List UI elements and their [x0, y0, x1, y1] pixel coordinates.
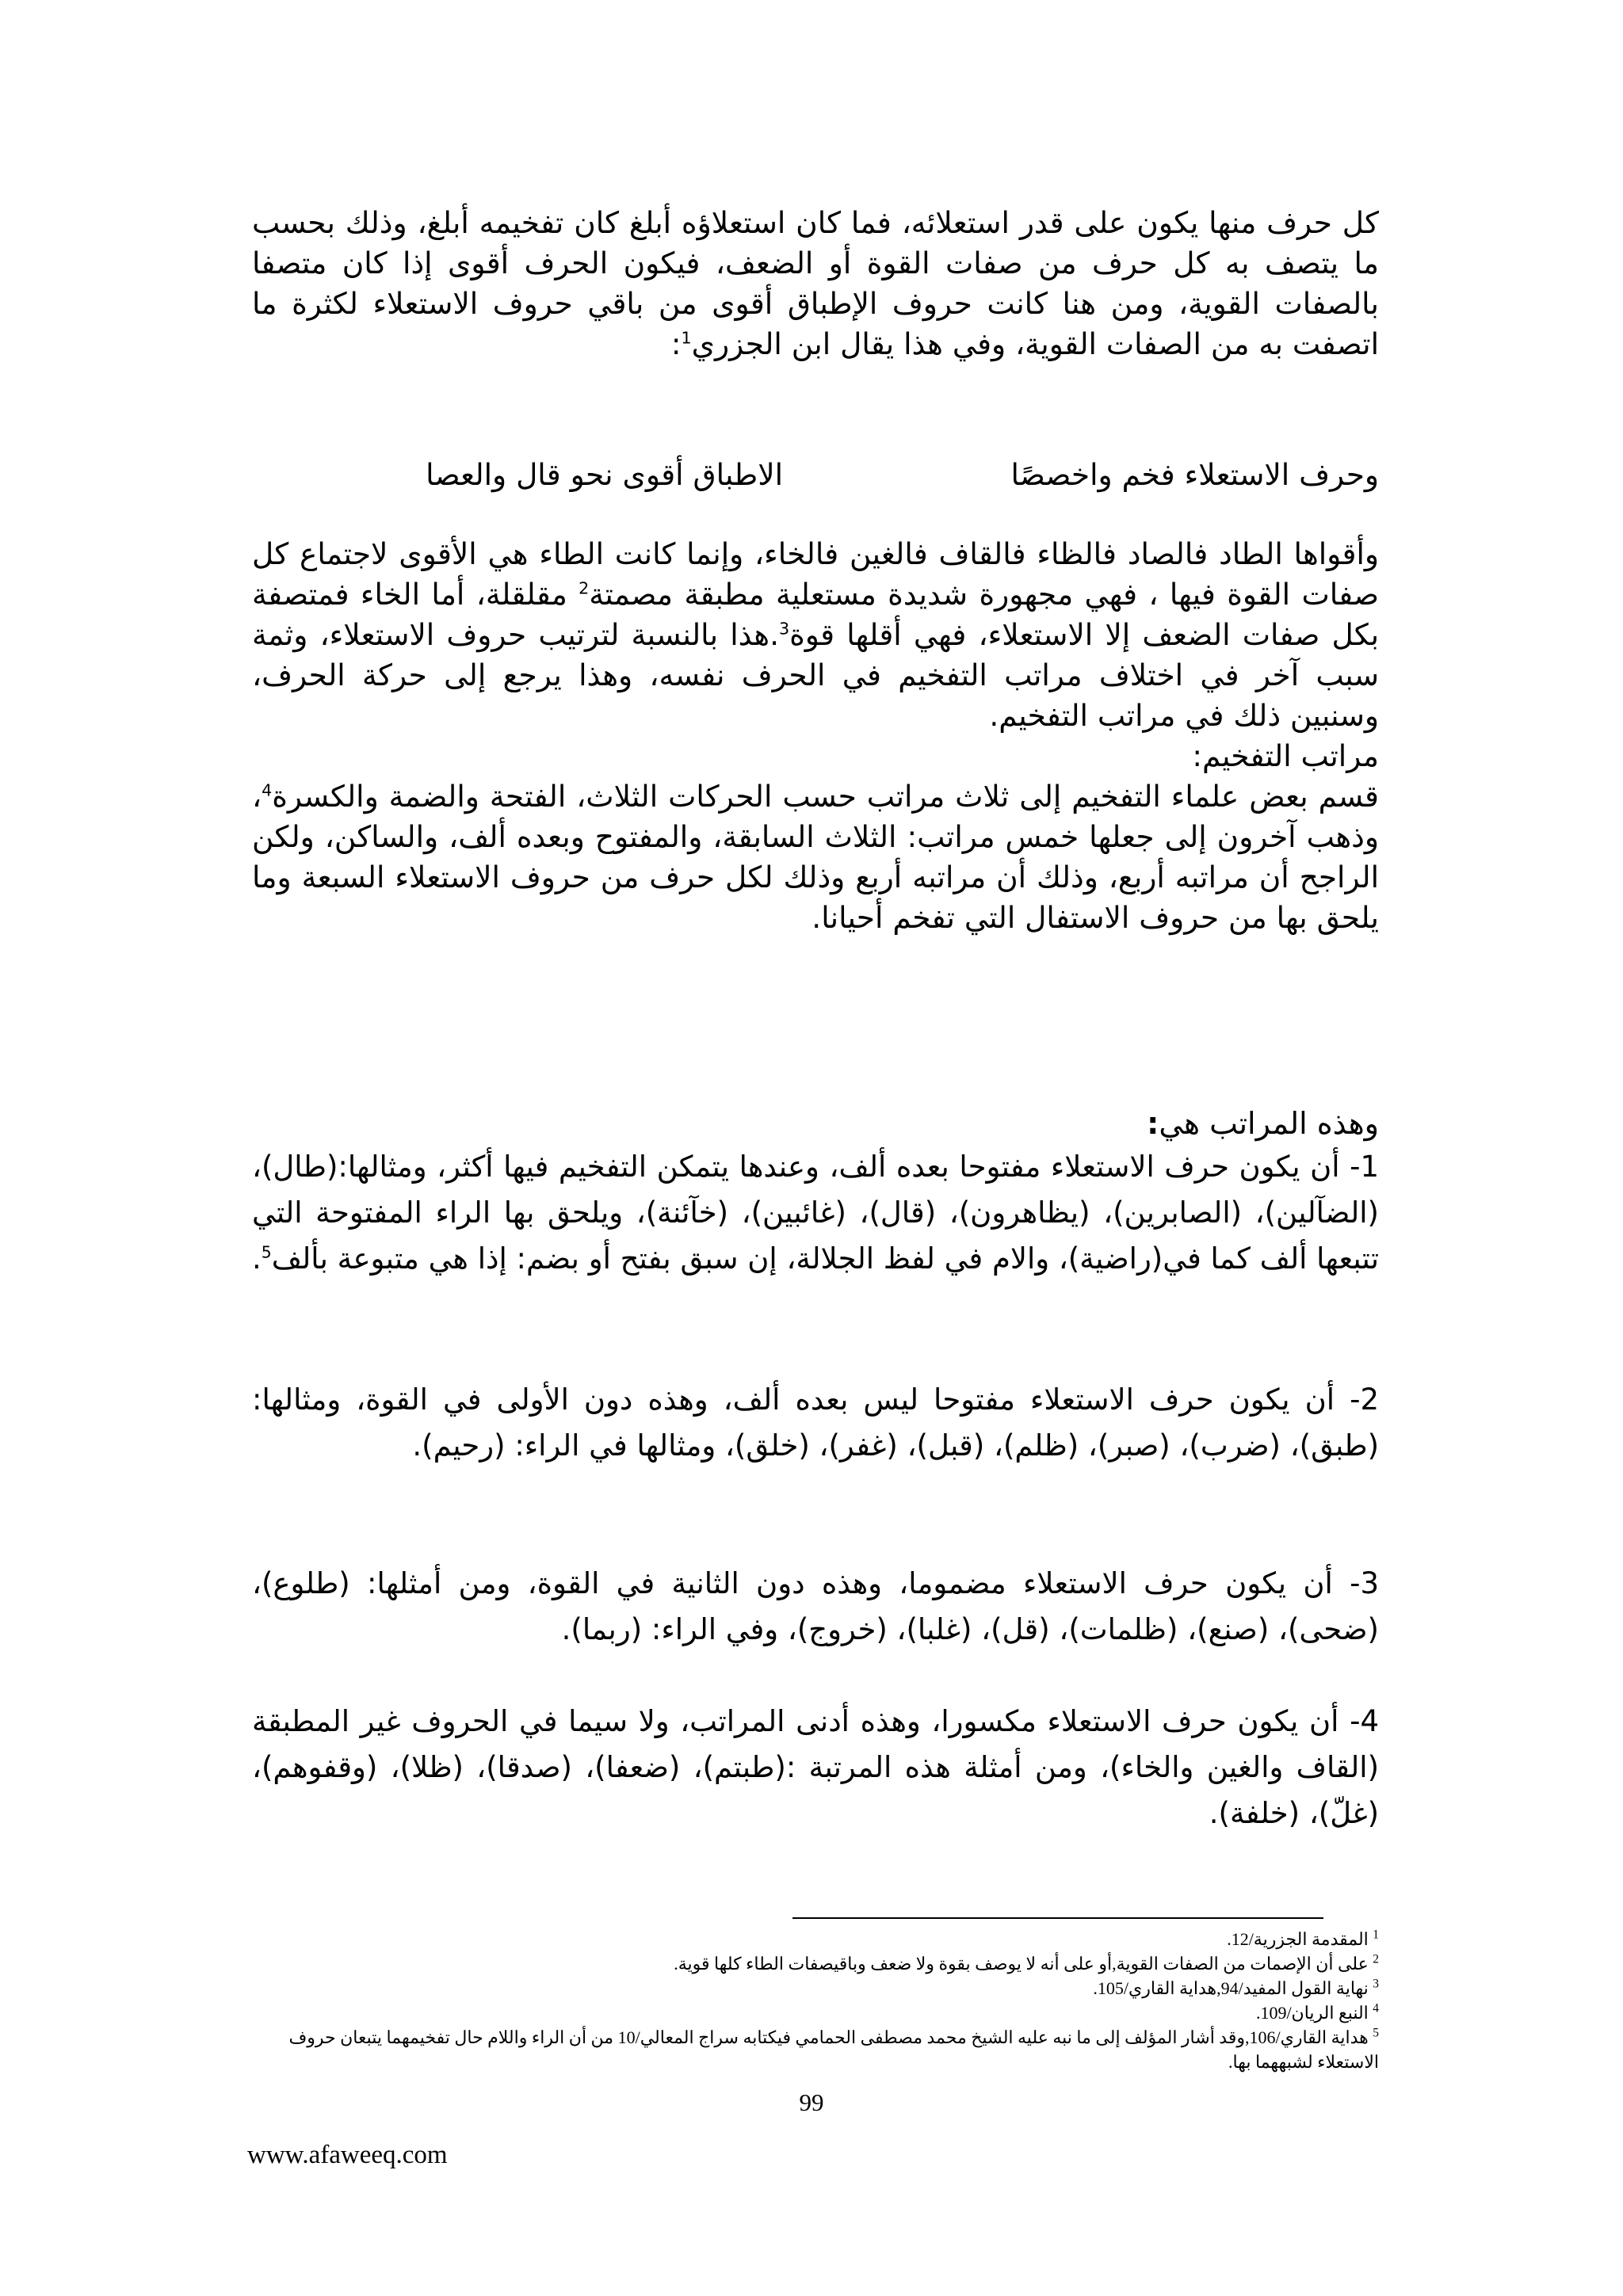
rank-item-3: [252, 1561, 1379, 1653]
footnote-3-number: 3: [1373, 1977, 1379, 1991]
paragraph-1-text: كل حرف منها يكون على قدر استعلائه، فما كان استعلاؤه أبلغ كان تفخيمه أبلغ، وذلك بحسب ما يتصف به كل حرف من صفات القوة أو الضعف، فيكون الحرف أقوى إذا كان متصفا بالصفات القوية، ومن هنا كانت حروف الإطباق أقوى من باقي حروف الاستعلاء لكثرة ما اتصفت به من الصفات القوية، وفي هذا يقال ابن الجزري: [252, 205, 1379, 361]
ranks-heading-colon: :: [1147, 1106, 1159, 1141]
footnote-1: [285, 1927, 1379, 1951]
paragraph-1-tail: :: [670, 326, 682, 361]
verse-second-hemistich: الاطباق أقوى نحو قال والعصا: [426, 457, 783, 492]
rank-item-2-text: 2- أن يكون حرف الاستعلاء مفتوحا ليس بعده ألف، وهذه دون الأولى في القوة، ومثالها: (طبق)، (ضرب)، (صبر)، (ظلم)، (قبل)، (غفر)، (خلق)، ومثالها في الراء: (رحيم).: [252, 1383, 1379, 1463]
footnote-4: [285, 2000, 1379, 2025]
paragraph-3-part-b: ، وذهب آخرون إلى جعلها خمس مراتب: الثلاث السابقة، والمفتوح وبعده ألف، والساكن، ولكن الراجح أن مراتبه أربع، وذلك أن مراتبه أربع وذلك لكل حرف من حروف الاستعلاء السبعة وما يلحق بها من حروف الاستفال التي تفخم أحيانا.: [252, 779, 1379, 935]
paragraph-3: [252, 776, 1379, 938]
footnote-ref-5[interactable]: 5: [261, 1242, 272, 1262]
section-label: مراتب التفخيم:: [1192, 738, 1379, 773]
footnote-3-text: نهاية القول المفيد/94,هداية القاري/105.: [1093, 1978, 1373, 1998]
footnote-1-text: المقدمة الجزرية/12.: [1227, 1929, 1373, 1949]
footnote-4-number: 4: [1373, 2001, 1379, 2016]
rank-item-1-tail: .: [252, 1241, 262, 1276]
rank-item-1-text: 1- أن يكون حرف الاستعلاء مفتوحا بعده ألف، وعندها يتمكن التفخيم فيها أكثر، ومثالها:(طال)، (الضآلين)، (الصابرين)، (يظاهرون)، (قال)، (غائبين)، (خآئنة)، ويلحق بها الراء المفتوحة التي تتبعها ألف كما في(راضية)، والام في لفظ الجلالة، إن سبق بفتح أو بضم: إذا هي متبوعة بألف: [252, 1150, 1379, 1276]
rank-item-4: [252, 1699, 1379, 1836]
paragraph-2-block: [252, 534, 1379, 938]
ranks-heading: [1147, 1104, 1379, 1143]
footnote-5: [285, 2025, 1379, 2074]
footnote-5-number: 5: [1373, 2026, 1379, 2040]
footnote-separator: [792, 1917, 1323, 1919]
footnote-5-text: هداية القاري/106,وقد أشار المؤلف إلى ما نبه عليه الشيخ محمد مصطفى الحمامي فيكتابه سراج المعالي/10 من أن الراء واللام حال تفخيمهما يتبعان حروف الاستعلاء لشبههما بها.: [288, 2027, 1379, 2072]
paragraph-2-part-b: مقلقلة، أما الخاء فمتصفة بكل صفات الضعف إلا الاستعلاء، فهي أقلها قوة: [252, 577, 1379, 652]
footnote-4-text: النبع الريان/109.: [1255, 2003, 1373, 2023]
footnotes: [285, 1927, 1379, 2074]
rank-item-1: [252, 1144, 1379, 1282]
verse-first-hemistich: وحرف الاستعلاء فخم واخصصًا: [1010, 457, 1379, 492]
footnote-ref-3[interactable]: 3: [779, 619, 790, 639]
footnote-2: [285, 1951, 1379, 1976]
footnote-2-text: على أن الإصمات من الصفات القوية,أو على أنه لا يوصف بقوة ولا ضعف وباقيصفات الطاء كلها قوية.: [674, 1954, 1373, 1974]
footnote-2-number: 2: [1373, 1952, 1379, 1966]
footnote-ref-1[interactable]: 1: [681, 328, 692, 348]
paragraph-3-part-a: قسم بعض علماء التفخيم إلى ثلاث مراتب حسب الحركات الثلاث، الفتحة والضمة والكسرة: [272, 779, 1379, 814]
paragraph-2: [252, 534, 1379, 736]
rank-item-3-text: 3- أن يكون حرف الاستعلاء مضموما، وهذه دون الثانية في القوة، ومن أمثلها: (طلوع)، (ضحى)، (صنع)، (ظلمات)، (قل)، (غلبا)، (خروج)، وفي الراء: (ربما).: [252, 1566, 1379, 1646]
rank-item-2: [252, 1377, 1379, 1469]
ranks-heading-text: وهذه المراتب هي: [1159, 1106, 1379, 1141]
rank-item-4-text: 4- أن يكون حرف الاستعلاء مكسورا، وهذه أدنى المراتب، ولا سيما في الحروف غير المطبقة (القاف والغين والخاء)، ومن أمثلة هذه المرتبة :(طبتم)، (ضعفا)، (صدقا)، (ظلا)، (وقفوهم)، (غلّ)، (خلفة).: [252, 1704, 1379, 1830]
footnote-1-number: 1: [1373, 1928, 1379, 1942]
paragraph-1: [252, 203, 1379, 364]
footnote-ref-2[interactable]: 2: [579, 578, 590, 598]
paragraph-2-part-a: وأقواها الطاد فالصاد فالظاء فالقاف فالغين فالخاء، وإنما كانت الطاء هي الأقوى لاجتماع كل صفات القوة فيها ، فهي مجهورة شديدة مستعلية مطبقة مصمتة: [252, 536, 1379, 612]
website-link[interactable]: www.afaweeq.com: [247, 2141, 448, 2169]
footnote-ref-4[interactable]: 4: [262, 780, 273, 800]
paragraph-2-part-c: .هذا بالنسبة لترتيب حروف الاستعلاء، وثمة سبب آخر في اختلاف مراتب التفخيم في الحرف نفسه، وهذا يرجع إلى حركة الحرف، وسنبين ذلك في مراتب التفخيم.: [252, 617, 1379, 733]
footnote-3: [285, 1976, 1379, 2000]
page-number: 99: [799, 2088, 824, 2116]
verse-line: [252, 455, 1379, 495]
